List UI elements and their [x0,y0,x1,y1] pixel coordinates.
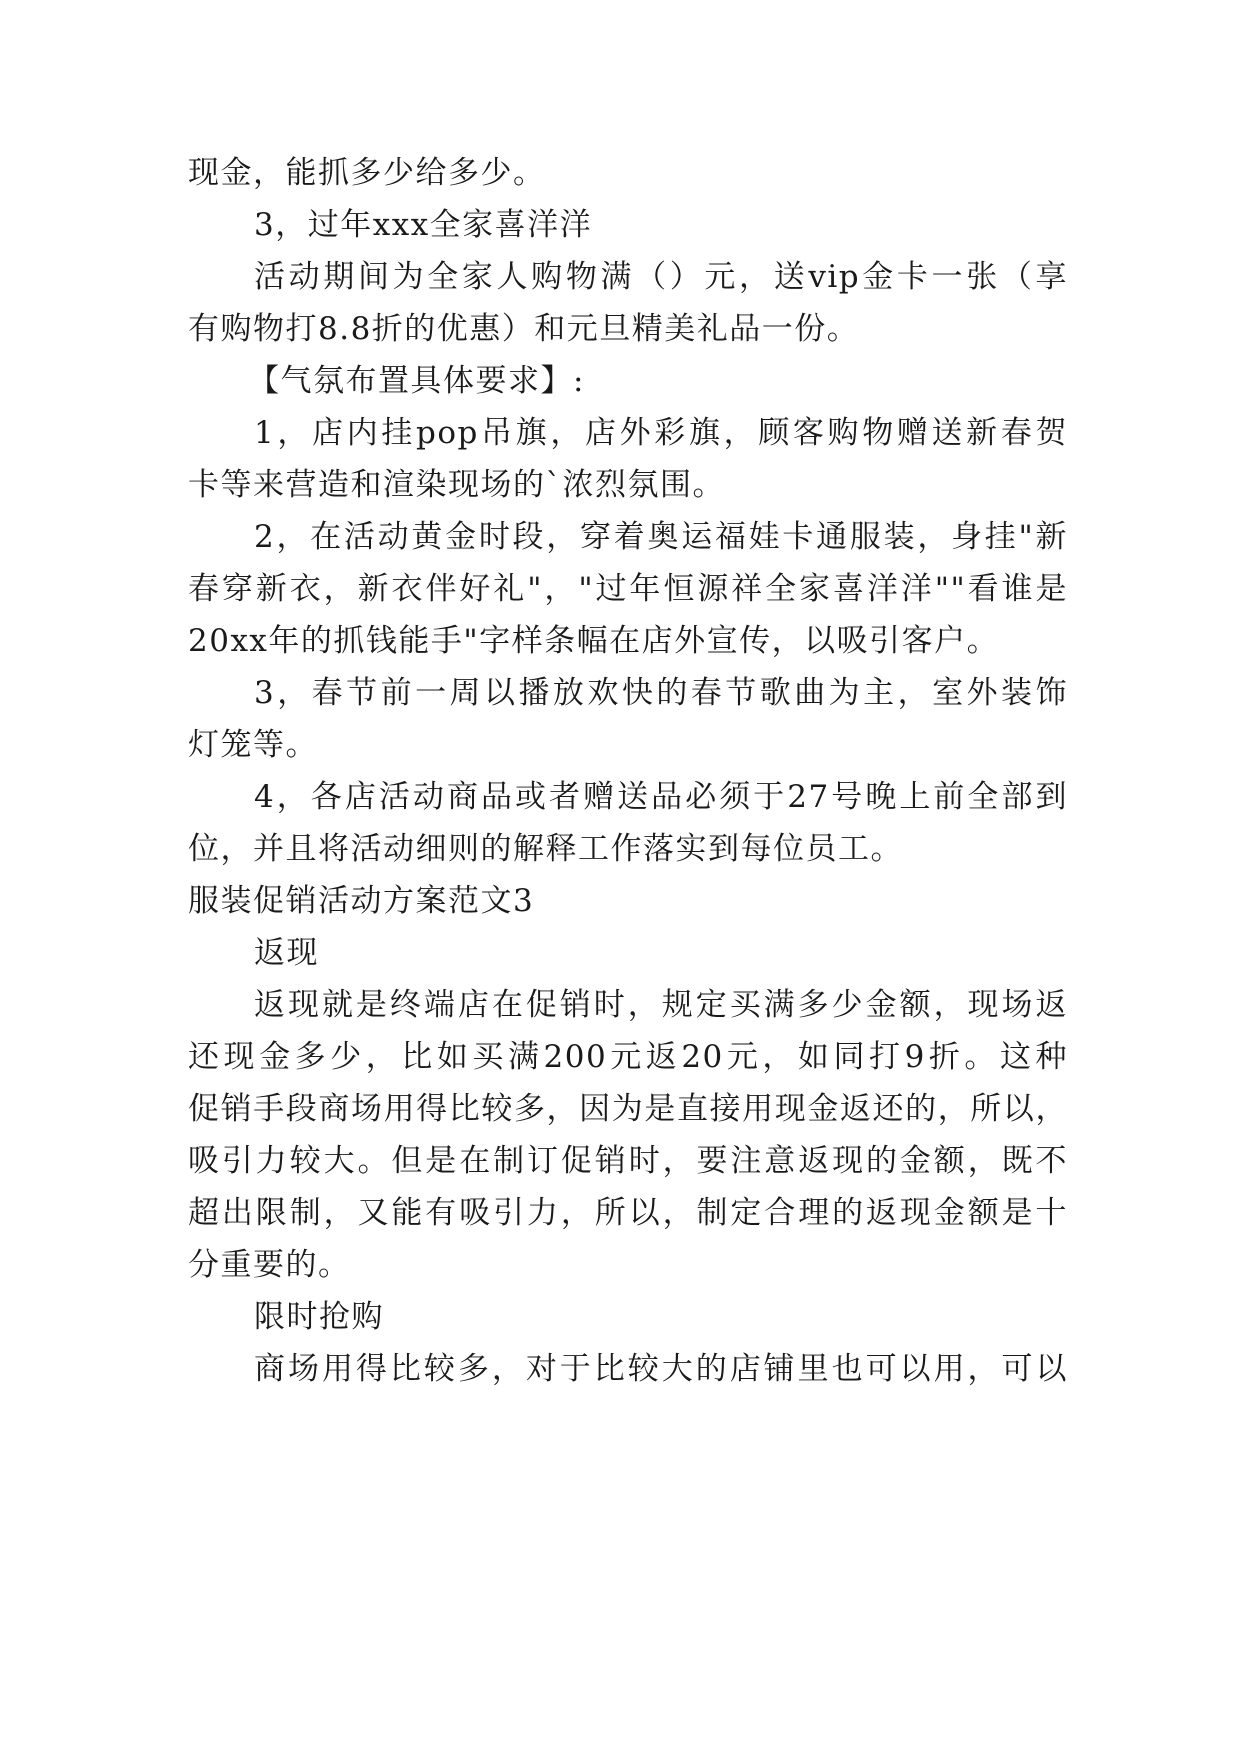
paragraph-line: 返现就是终端店在促销时，规定买满多少金额，现场返 [254,987,1068,1023]
paragraph-line: 1，店内挂pop吊旗，店外彩旗，顾客购物赠送新春贺 [254,415,1068,451]
paragraph-line: 20xx年的抓钱能手"字样条幅在店外宣传，以吸引客户。 [188,623,1000,659]
paragraph-line: 灯笼等。 [188,727,318,763]
paragraph-line: 3，春节前一周以播放欢快的春节歌曲为主，室外装饰 [254,675,1068,711]
paragraph-line: 商场用得比较多，对于比较大的店铺里也可以用，可以 [254,1351,1068,1387]
section-heading: 返现 [254,935,319,971]
section-heading: 限时抢购 [254,1299,384,1335]
paragraph-line: 4，各店活动商品或者赠送品必须于27号晚上前全部到 [254,779,1068,815]
paragraph-line: 现金，能抓多少给多少。 [188,155,546,191]
paragraph-line: 位，并且将活动细则的解释工作落实到每位员工。 [188,831,903,867]
paragraph-line: 促销手段商场用得比较多，因为是直接用现金返还的，所以， [188,1091,1068,1127]
paragraph-line: 活动期间为全家人购物满（）元，送vip金卡一张（享 [254,259,1068,295]
section-heading: 【气氛布置具体要求】: [248,363,585,399]
paragraph-line: 超出限制，又能有吸引力，所以，制定合理的返现金额是十 [188,1195,1068,1231]
paragraph-line: 春穿新衣，新衣伴好礼"，"过年恒源祥全家喜洋洋""看谁是 [188,571,1068,607]
paragraph-line: 还现金多少，比如买满200元返20元，如同打9折。这种 [188,1039,1068,1075]
document-title: 服装促销活动方案范文3 [188,883,535,919]
paragraph-line: 吸引力较大。但是在制订促销时，要注意返现的金额，既不 [188,1143,1068,1179]
paragraph-line: 有购物打8.8折的优惠）和元旦精美礼品一份。 [188,311,860,347]
paragraph-line: 分重要的。 [188,1247,351,1283]
paragraph-line: 2，在活动黄金时段，穿着奥运福娃卡通服装，身挂"新 [254,519,1068,555]
paragraph-line: 卡等来营造和渲染现场的`浓烈氛围。 [188,467,725,503]
section-heading: 3，过年xxx全家喜洋洋 [254,207,593,243]
